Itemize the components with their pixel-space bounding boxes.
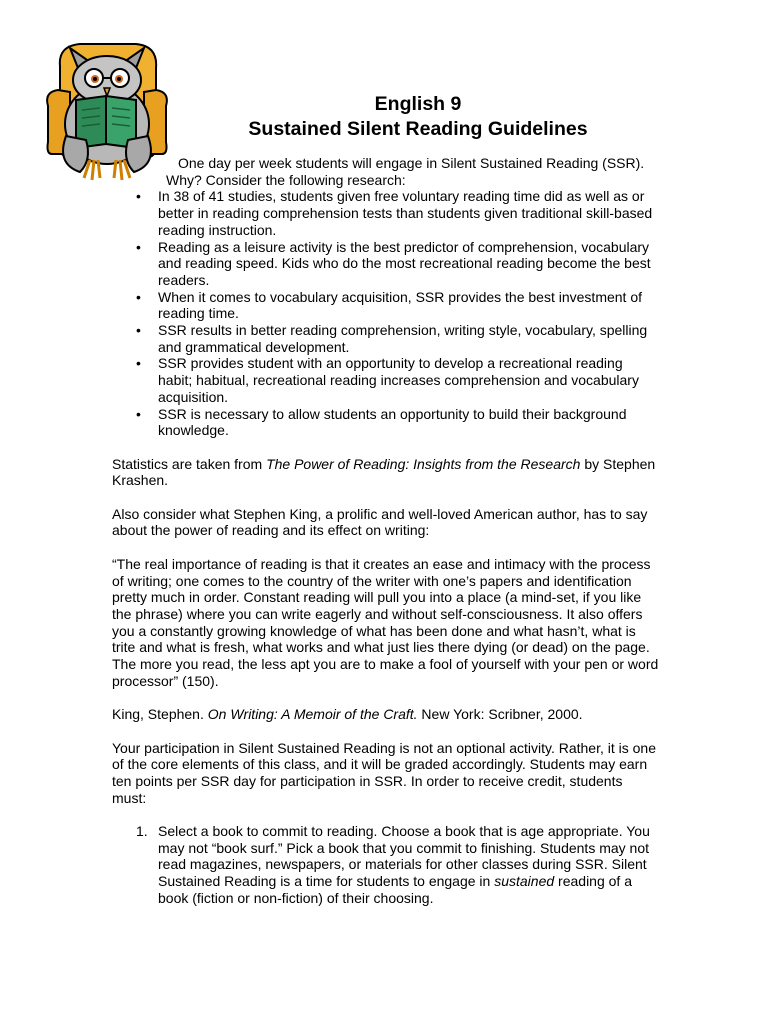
statistics-book-title: The Power of Reading: Insights from the Research	[266, 455, 581, 472]
document-body	[112, 155, 660, 907]
step-emphasis: sustained	[494, 873, 555, 890]
statistics-before: Statistics are taken from	[112, 455, 267, 472]
page-subtitle: Sustained Silent Reading Guidelines	[248, 118, 588, 140]
list-item: • SSR results in better reading comprehension, writing style, vocabulary, spelling and grammatical development.	[158, 322, 660, 355]
list-item: • When it comes to vocabulary acquisition, SSR provides the best investment of reading time.	[158, 289, 660, 322]
statistics-after: by Stephen Krashen.	[112, 455, 656, 489]
king-intro-paragraph: Also consider what Stephen King, a prolific and well-loved American author, has to say about the power of reading and its effect on writing:	[112, 505, 648, 539]
step-text-after: reading of a book (fiction or non-fiction) of their choosing.	[158, 873, 632, 906]
list-item: • SSR is necessary to allow students an opportunity to build their background knowledge.	[158, 406, 660, 439]
king-quote: “The real importance of reading is that it creates an ease and intimacy with the process of writing; one comes to the country of the writer with one’s papers and identification pretty much in order. Constant reading will pull you into a place (a mind-set, if you like the phrase) where you can write eagerly and without self-consciousness. It also offers you a constantly growing knowledge of what has been done and what hasn’t, what is trite and what is fresh, what works and what just lies there dying (or dead) on the page. The more you read, the less apt you are to make a fool of yourself with your pen or word processor” (150).	[112, 555, 659, 689]
citation	[112, 706, 660, 723]
citation-publisher: New York: Scribner, 2000.	[417, 706, 583, 723]
statistics-paragraph	[112, 456, 660, 489]
steps-list	[112, 823, 660, 907]
citation-author: King, Stephen.	[112, 706, 208, 723]
list-item: • In 38 of 41 studies, students given free voluntary reading time did as well as or better in reading comprehension tests than students given traditional skill-based reading instruction.	[158, 188, 660, 238]
participation-paragraph: Your participation in Silent Sustained Reading is not an optional activity. Rather, it is one of the core elements of this class, and it will be graded accordingly. Students may earn ten points per SSR day for participation in SSR. In order to receive credit, students must:	[112, 739, 656, 806]
research-list	[112, 188, 660, 439]
list-item: • Reading as a leisure activity is the best predictor of comprehension, vocabulary and reading speed. Kids who do the most recreational reading become the best readers.	[158, 239, 660, 289]
intro-line-2: Why? Consider the following research:	[166, 171, 406, 188]
list-item: • SSR provides student with an opportunity to develop a recreational reading habit; habitual, recreational reading increases comprehension and vocabulary acquisition.	[158, 355, 660, 405]
step-text-before: Select a book to commit to reading. Choose a book that is age appropriate. You may not “book surf.” Pick a book that you commit to finishing. Students may not read magazines, newspapers, or materials for other classes during SSR. Silent Sustained Reading is a time for students to engage in	[158, 823, 650, 890]
list-item	[136, 823, 660, 907]
intro-line-1: One day per week students will engage in Silent Sustained Reading (SSR).	[178, 155, 645, 171]
title-block	[168, 92, 668, 142]
page-title: English 9	[374, 93, 462, 115]
step-number: 1.	[136, 823, 148, 840]
citation-title: On Writing: A Memoir of the Craft.	[207, 706, 418, 723]
